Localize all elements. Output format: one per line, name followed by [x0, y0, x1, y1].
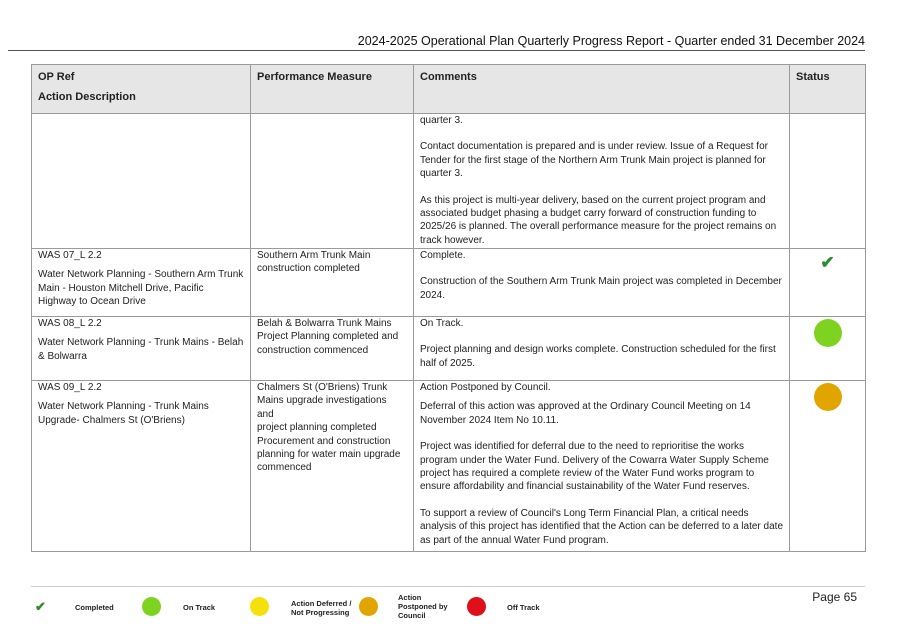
- op-ref: WAS 09_L 2.2: [38, 382, 102, 393]
- cell-measure: [251, 317, 414, 381]
- legend-divider: [31, 586, 865, 587]
- cell-ref: [32, 317, 251, 381]
- table-row-continued: [32, 114, 866, 249]
- legend-deferred-label: [291, 599, 351, 617]
- cell-measure: [251, 381, 414, 552]
- comment-text: Action Postponed by Council.: [420, 382, 551, 393]
- cell-comments: [414, 317, 790, 381]
- legend-off-track-label: Off Track: [507, 603, 540, 612]
- legend-on-track-label: On Track: [183, 603, 216, 612]
- performance-measure: Belah & Bolwarra Trunk Mains Project Planning completed and construction commenced: [257, 318, 399, 356]
- performance-measure-line: and: [257, 408, 274, 420]
- cell-status: [790, 249, 866, 317]
- cell-measure: [251, 249, 414, 317]
- comment-text: Project was identified for deferral due to the need to reprioritise the works program under the Water Fund. Delivery of the Cowarra Water Supply Scheme project has required a complete review of the Water Fund works program to ensure affordability and financial sustainability of the Water Fund reserves.: [420, 441, 769, 493]
- op-ref: WAS 08_L 2.2: [38, 318, 102, 329]
- comment-text: As this project is multi-year delivery, based on the current project program and associated budget phasing a budget carry forward of construction funding to 2025/26 is planned. The overall performance measure for the project remains on track however.: [420, 194, 777, 246]
- header-status: Status: [790, 65, 866, 114]
- legend-postponed-label: [398, 593, 448, 620]
- cell-status: [790, 381, 866, 552]
- cell-comments: [414, 249, 790, 317]
- performance-measure: Southern Arm Trunk Main construction completed: [257, 250, 371, 275]
- table-header-row: [32, 65, 866, 114]
- postponed-status-icon: [814, 383, 842, 411]
- cell-ref: [32, 114, 251, 249]
- comment-text: Project planning and design works complete. Construction scheduled for the first half of 2025.: [420, 344, 776, 369]
- op-ref: WAS 07_L 2.2: [38, 250, 102, 261]
- comment-text: Complete.: [420, 250, 466, 261]
- legend-postponed-label-line: Postponed by: [398, 602, 448, 611]
- table-row: [32, 317, 866, 381]
- status-legend: [31, 590, 865, 630]
- cell-ref: [32, 381, 251, 552]
- header-action-description-label: Action Description: [38, 91, 136, 103]
- legend-completed-check-icon: ✔: [35, 599, 46, 614]
- performance-measure-line: project planning completed: [257, 422, 377, 434]
- action-description: Water Network Planning - Southern Arm Trunk Main - Houston Mitchell Drive, Pacific Highway to Ocean Drive: [38, 269, 244, 308]
- legend-deferred-label-line: Action Deferred /: [291, 599, 352, 608]
- performance-measure-line: Chalmers St (O'Briens) Trunk Mains upgrade investigations: [257, 382, 388, 407]
- cell-comments: [414, 381, 790, 552]
- legend-deferred-icon: [250, 597, 269, 616]
- report-title: 2024-2025 Operational Plan Quarterly Progress Report - Quarter ended 31 December 2024: [357, 34, 865, 48]
- comment-text: Construction of the Southern Arm Trunk Main project was completed in December 2024.: [420, 276, 782, 301]
- cell-status: [790, 317, 866, 381]
- header-op-ref-label: OP Ref: [38, 71, 75, 83]
- cell-measure: [251, 114, 414, 249]
- cell-status: [790, 114, 866, 249]
- header-divider: [8, 50, 865, 51]
- action-description: Water Network Planning - Trunk Mains Upgrade- Chalmers St (O'Briens): [38, 401, 209, 426]
- legend-on-track-icon: [142, 597, 161, 616]
- comment-text: On Track.: [420, 318, 464, 329]
- header-comments: Comments: [414, 65, 790, 114]
- table-row: [32, 381, 866, 552]
- page-number: Page 65: [812, 590, 857, 604]
- performance-measure-line: Procurement and construction planning for water main upgrade commenced: [257, 435, 401, 474]
- legend-completed-label: Completed: [75, 603, 114, 612]
- cell-comments: [414, 114, 790, 249]
- legend-off-track-icon: [467, 597, 486, 616]
- legend-postponed-icon: [359, 597, 378, 616]
- comment-text: Deferral of this action was approved at the Ordinary Council Meeting on 14 November 2024 Item No 10.11.: [420, 401, 751, 426]
- legend-deferred-label-line: Not Progressing: [291, 608, 350, 617]
- comment-text: quarter 3.: [420, 115, 463, 126]
- completed-check-icon: ✔: [820, 253, 835, 272]
- cell-ref: [32, 249, 251, 317]
- comment-text: Contact documentation is prepared and is under review. Issue of a Request for Tender for the first stage of the Northern Arm Trunk Main project is planned for quarter 3.: [420, 141, 768, 180]
- on-track-status-icon: [814, 319, 842, 347]
- table-row: [32, 249, 866, 317]
- header-performance-measure: Performance Measure: [251, 65, 414, 114]
- progress-table: [31, 64, 866, 552]
- header-op-ref: [32, 65, 251, 114]
- action-description: Water Network Planning - Trunk Mains - Belah & Bolwarra: [38, 337, 244, 362]
- legend-postponed-label-line: Action: [398, 593, 422, 602]
- comment-text: To support a review of Council's Long Term Financial Plan, a critical needs analysis of this project has identified that the Action can be deferred to a later date as part of the annual Water Fund program.: [420, 507, 784, 546]
- legend-postponed-label-line: Council: [398, 611, 426, 620]
